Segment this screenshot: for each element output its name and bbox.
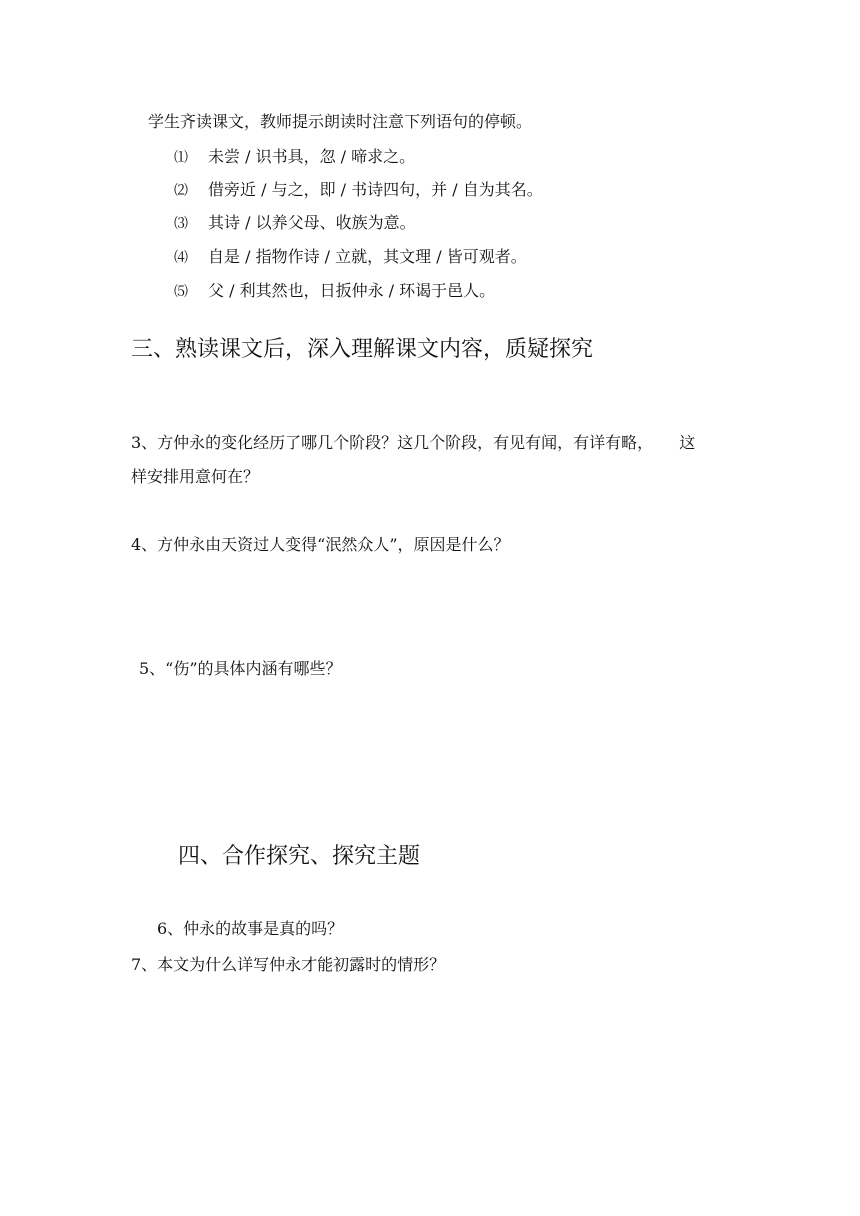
pause-item-number: ⑴ xyxy=(174,150,188,166)
section-3-heading: 三、熟读课文后，深入理解课文内容，质疑探究 xyxy=(131,337,594,362)
pause-item-number: ⑷ xyxy=(174,250,188,266)
question-4: 4、方仲永由天资过人变得“泯然众人”，原因是什么？ xyxy=(131,535,510,554)
pause-item xyxy=(174,147,415,168)
question-6: 6、仲永的故事是真的吗？ xyxy=(157,919,344,938)
pause-item-text: 父 / 利其然也，日扳仲永 / 环谒于邑人。 xyxy=(208,281,496,300)
pause-item-text: 未尝 / 识书具，忽 / 啼求之。 xyxy=(208,147,416,166)
question-3-text: 3、方仲永的变化经历了哪几个阶段？这几个阶段，有见有闻，有详有略， xyxy=(131,433,654,452)
pause-item-number: ⑵ xyxy=(174,183,188,199)
pause-item xyxy=(174,281,495,302)
pause-item xyxy=(174,247,527,268)
pause-item-text: 其诗 / 以养父母、收族为意。 xyxy=(208,213,416,232)
intro-text: 学生齐读课文，教师提示朗读时注意下列语句的停顿。 xyxy=(148,112,533,131)
pause-item xyxy=(174,180,543,201)
pause-item-text: 自是 / 指物作诗 / 立就，其文理 / 皆可观者。 xyxy=(208,247,527,266)
pause-item-number: ⑶ xyxy=(174,216,188,232)
question-7: 7、本文为什么详写仲永才能初露时的情形？ xyxy=(131,955,446,974)
pause-item-number: ⑸ xyxy=(174,284,188,300)
pause-item-text: 借旁近 / 与之，即 / 书诗四句，并 / 自为其名。 xyxy=(208,180,543,199)
section-4-heading: 四、合作探究、探究主题 xyxy=(178,844,421,869)
question-3-line-2: 样安排用意何在？ xyxy=(131,467,260,486)
question-3-line-1 xyxy=(131,433,695,453)
question-3-text-tail: 这 xyxy=(679,433,696,452)
pause-item xyxy=(174,213,416,234)
question-5: 5、“伤”的具体内涵有哪些？ xyxy=(139,659,342,678)
